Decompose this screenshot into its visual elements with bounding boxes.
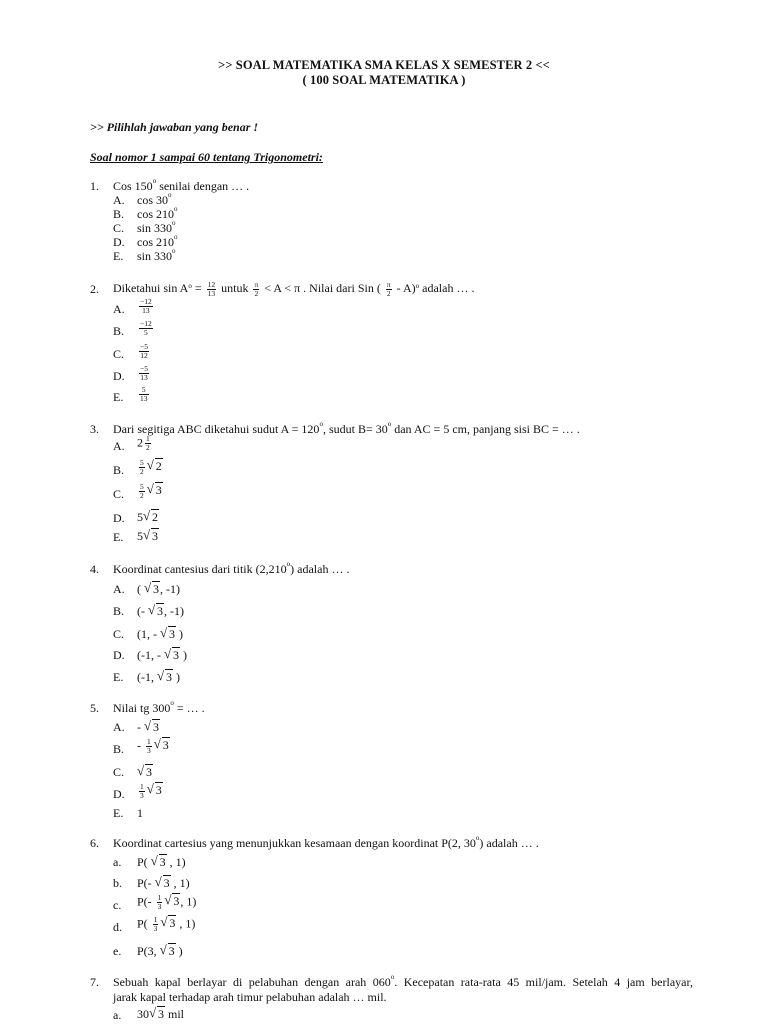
option-letter: d. [113, 920, 122, 934]
option-letter: B. [113, 742, 125, 756]
option-letter: E. [113, 249, 124, 263]
option-letter: D. [113, 369, 125, 383]
question-text-line-1: Sebuah kapal berlayar di pelabuhan dengan arah 060$^o$. Kecepatan rata-rata 45 mil/jam. Setelah 4 jam berlayar, [113, 973, 693, 989]
option-letter: A. [113, 720, 125, 734]
option-letter: A. [113, 439, 125, 453]
option-letter: C. [113, 765, 125, 779]
option-letter: e. [113, 944, 122, 958]
option-letter: a. [113, 855, 122, 869]
option-value: (1, - √ 3 ) [137, 627, 183, 642]
question-text-line-2: jarak kapal terhadap arah timur pelabuhan adalah … mil. [113, 990, 387, 1004]
option-value: sin 330$^o$ [137, 247, 176, 263]
question-text: Cos 150$^o$ senilai dengan … . [113, 177, 250, 193]
option-letter: C. [113, 221, 125, 235]
option-letter: B. [113, 463, 125, 477]
option-value: $\frac{-5}{12}$ [140, 342, 148, 360]
option-letter: A. [113, 193, 125, 207]
option-value: (- √ 3, -1) [137, 604, 184, 619]
section-heading: Soal nomor 1 sampai 60 tentang Trigonometri: [90, 150, 323, 164]
option-letter: a. [113, 1008, 122, 1022]
question-text: Dari segitiga ABC diketahui sudut $A = 120^o$, sudut $B= 30^o$ dan AC = 5 cm, panjang sisi BC = … . [113, 420, 580, 436]
question-number: 6. [90, 836, 99, 850]
option-value: sin 330$^o$ [137, 219, 176, 235]
instruction-text: >> Pilihlah jawaban yang benar ! [90, 120, 259, 134]
option-letter: C. [113, 487, 125, 501]
document-subtitle: ( 100 SOAL MATEMATIKA ) [302, 73, 466, 87]
option-value: ( √ 3, -1) [137, 582, 180, 597]
option-letter: D. [113, 648, 125, 662]
document-title: >> SOAL MATEMATIKA SMA KELAS X SEMESTER 2 << [218, 58, 550, 72]
option-letter: c. [113, 898, 122, 912]
option-letter: E. [113, 806, 124, 820]
question-text: Koordinat cantesius dari titik (2,210$^o$) adalah … . [113, 560, 350, 576]
option-value: cos 210$^o$ [137, 205, 178, 221]
option-letter: E. [113, 670, 124, 684]
question-text: Koordinat cartesius yang menunjukkan kesamaan dengan koordinat P(2, 30$^o$) adalah … . [113, 834, 539, 850]
option-value: 5√ 2 [137, 510, 159, 525]
question-number: 2. [90, 282, 99, 296]
option-letter: A. [113, 582, 125, 596]
option-value: cos 210$^o$ [137, 233, 178, 249]
option-value: $\frac{5}{2}$ √ 2 [137, 459, 163, 476]
option-letter: B. [113, 207, 125, 221]
option-value: $\frac{-5}{13}$ [140, 364, 148, 382]
option-value: cos 30$^o$ [137, 191, 172, 207]
option-letter: A. [113, 302, 125, 316]
option-value: √ 3 [137, 765, 153, 780]
option-letter: E. [113, 530, 124, 544]
option-letter: D. [113, 511, 125, 525]
option-value: $\frac{5}{2}$ √ 3 [137, 483, 163, 500]
option-value: $\frac{-12}{5}$ [140, 319, 152, 337]
option-value: $\frac{5}{13}$ [140, 385, 148, 403]
option-value: P(3, √ 3 ) [137, 944, 183, 959]
question-number: 4. [90, 562, 99, 576]
option-value: $\frac{1}{3}$ √ 3 [137, 783, 163, 800]
option-value: - $\frac{1}{3}$ √ 3 [137, 738, 170, 755]
option-letter: B. [113, 324, 125, 338]
question-number: 7. [90, 975, 99, 989]
question-number: 3. [90, 422, 99, 436]
option-value: 5√ 3 [137, 529, 159, 544]
option-value: $\frac{-12}{13}$ [140, 297, 152, 315]
option-value: (-1, √ 3 ) [137, 670, 180, 685]
question-number: 5. [90, 701, 99, 715]
question-text: Nilai tg $300^o$ = … . [113, 699, 205, 715]
option-value: P( √ 3 , 1) [137, 855, 186, 870]
option-value: P( $\frac{1}{3}$ √ 3 , 1) [137, 916, 195, 933]
option-letter: C. [113, 347, 125, 361]
question-number: 1. [90, 179, 99, 193]
option-value: - √ 3 [137, 720, 160, 735]
option-letter: B. [113, 604, 125, 618]
option-value: 2 $\frac{1}{2}$ [137, 434, 150, 452]
option-value: P(- √ 3 , 1) [137, 876, 190, 891]
option-letter: C. [113, 627, 125, 641]
option-value: (-1, - √ 3 ) [137, 648, 187, 663]
option-value: 30√ 3 mil [137, 1007, 184, 1022]
question-text: Diketahui $\sin A^o$ = $\frac{12}{13}$ untuk $\frac{\pi}{2}$ < A < π . Nilai dari Sin ( $\frac{\pi}{2}$ - A)$^o$ adalah … . [113, 279, 475, 298]
option-letter: E. [113, 390, 124, 404]
option-value: 1 [137, 806, 143, 820]
option-letter: D. [113, 235, 125, 249]
option-value: P(- $\frac{1}{3}$ √ 3, 1) [137, 894, 196, 911]
option-letter: b. [113, 876, 122, 890]
option-letter: D. [113, 787, 125, 801]
